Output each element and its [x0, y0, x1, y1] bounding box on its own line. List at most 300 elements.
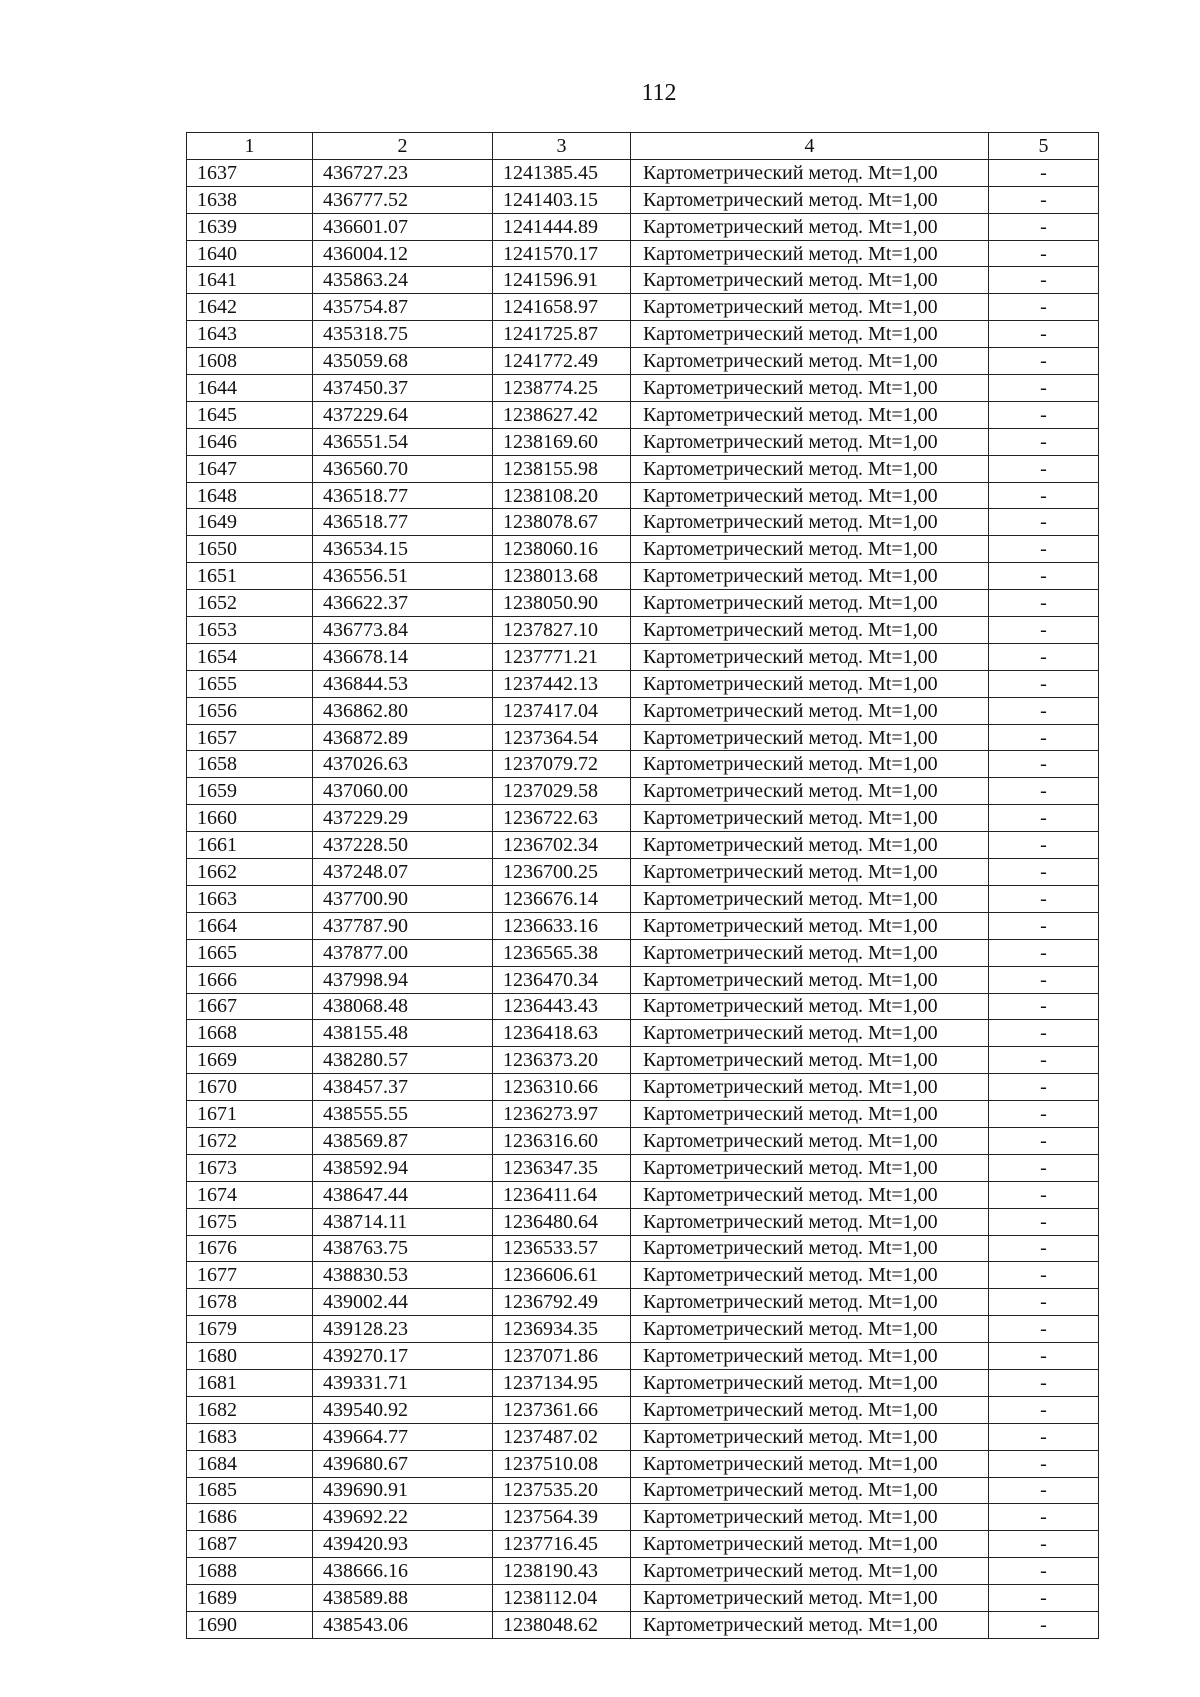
x-coordinate-cell: 437228.50: [313, 832, 493, 859]
point-number-cell: 1672: [187, 1127, 313, 1154]
method-cell: Картометрический метод. Mt=1,00: [631, 939, 989, 966]
y-coordinate-cell: 1236418.63: [493, 1020, 631, 1047]
x-coordinate-cell: 438155.48: [313, 1020, 493, 1047]
point-number-cell: 1686: [187, 1504, 313, 1531]
note-cell: -: [989, 1101, 1099, 1128]
y-coordinate-cell: 1241385.45: [493, 159, 631, 186]
table-row: [187, 1585, 1099, 1612]
point-number-cell: 1690: [187, 1611, 313, 1638]
y-coordinate-cell: 1236565.38: [493, 939, 631, 966]
y-coordinate-cell: 1238050.90: [493, 590, 631, 617]
method-cell: Картометрический метод. Mt=1,00: [631, 1235, 989, 1262]
method-cell: Картометрический метод. Mt=1,00: [631, 240, 989, 267]
note-cell: -: [989, 1074, 1099, 1101]
method-cell: Картометрический метод. Mt=1,00: [631, 348, 989, 375]
y-coordinate-cell: 1236533.57: [493, 1235, 631, 1262]
point-number-cell: 1658: [187, 751, 313, 778]
x-coordinate-cell: 439128.23: [313, 1316, 493, 1343]
x-coordinate-cell: 437060.00: [313, 778, 493, 805]
y-coordinate-cell: 1237535.20: [493, 1477, 631, 1504]
method-cell: Картометрический метод. Mt=1,00: [631, 859, 989, 886]
point-number-cell: 1664: [187, 912, 313, 939]
point-number-cell: 1671: [187, 1101, 313, 1128]
x-coordinate-cell: 436601.07: [313, 213, 493, 240]
point-number-cell: 1653: [187, 617, 313, 644]
table-row: [187, 590, 1099, 617]
table-row: [187, 778, 1099, 805]
y-coordinate-cell: 1238169.60: [493, 428, 631, 455]
table-row: [187, 1450, 1099, 1477]
method-cell: Картометрический метод. Mt=1,00: [631, 1074, 989, 1101]
point-number-cell: 1659: [187, 778, 313, 805]
table-row: [187, 1127, 1099, 1154]
note-cell: -: [989, 1611, 1099, 1638]
column-header-5: 5: [989, 133, 1099, 160]
note-cell: -: [989, 401, 1099, 428]
y-coordinate-cell: 1236347.35: [493, 1154, 631, 1181]
note-cell: -: [989, 751, 1099, 778]
y-coordinate-cell: 1236443.43: [493, 993, 631, 1020]
point-number-cell: 1687: [187, 1531, 313, 1558]
method-cell: Картометрический метод. Mt=1,00: [631, 428, 989, 455]
table-row: [187, 805, 1099, 832]
y-coordinate-cell: 1241658.97: [493, 294, 631, 321]
y-coordinate-cell: 1241403.15: [493, 186, 631, 213]
y-coordinate-cell: 1237134.95: [493, 1369, 631, 1396]
y-coordinate-cell: 1238155.98: [493, 455, 631, 482]
y-coordinate-cell: 1241570.17: [493, 240, 631, 267]
note-cell: -: [989, 1316, 1099, 1343]
page-number: 112: [641, 80, 677, 106]
x-coordinate-cell: 436872.89: [313, 724, 493, 751]
y-coordinate-cell: 1236470.34: [493, 966, 631, 993]
table-row: [187, 1181, 1099, 1208]
x-coordinate-cell: 438592.94: [313, 1154, 493, 1181]
table-row: [187, 966, 1099, 993]
method-cell: Картометрический метод. Mt=1,00: [631, 966, 989, 993]
method-cell: Картометрический метод. Mt=1,00: [631, 670, 989, 697]
method-cell: Картометрический метод. Mt=1,00: [631, 1127, 989, 1154]
note-cell: -: [989, 912, 1099, 939]
table-row: [187, 1477, 1099, 1504]
table-row: [187, 670, 1099, 697]
method-cell: Картометрический метод. Mt=1,00: [631, 805, 989, 832]
note-cell: -: [989, 832, 1099, 859]
note-cell: -: [989, 1020, 1099, 1047]
method-cell: Картометрический метод. Mt=1,00: [631, 186, 989, 213]
column-header-2: 2: [313, 133, 493, 160]
point-number-cell: 1647: [187, 455, 313, 482]
note-cell: -: [989, 1343, 1099, 1370]
point-number-cell: 1642: [187, 294, 313, 321]
y-coordinate-cell: 1237487.02: [493, 1423, 631, 1450]
x-coordinate-cell: 437450.37: [313, 375, 493, 402]
x-coordinate-cell: 436773.84: [313, 617, 493, 644]
note-cell: -: [989, 1208, 1099, 1235]
point-number-cell: 1646: [187, 428, 313, 455]
point-number-cell: 1689: [187, 1585, 313, 1612]
note-cell: -: [989, 1369, 1099, 1396]
table-row: [187, 1020, 1099, 1047]
table-row: [187, 1558, 1099, 1585]
table-row: [187, 724, 1099, 751]
note-cell: -: [989, 966, 1099, 993]
table-row: [187, 536, 1099, 563]
table-header: [187, 133, 1099, 160]
coordinates-table: [186, 132, 1099, 1639]
x-coordinate-cell: 438280.57: [313, 1047, 493, 1074]
method-cell: Картометрический метод. Mt=1,00: [631, 1262, 989, 1289]
method-cell: Картометрический метод. Mt=1,00: [631, 375, 989, 402]
table-row: [187, 832, 1099, 859]
x-coordinate-cell: 437026.63: [313, 751, 493, 778]
y-coordinate-cell: 1236934.35: [493, 1316, 631, 1343]
method-cell: Картометрический метод. Mt=1,00: [631, 1585, 989, 1612]
x-coordinate-cell: 436518.77: [313, 482, 493, 509]
method-cell: Картометрический метод. Mt=1,00: [631, 1343, 989, 1370]
method-cell: Картометрический метод. Mt=1,00: [631, 536, 989, 563]
note-cell: -: [989, 1477, 1099, 1504]
point-number-cell: 1677: [187, 1262, 313, 1289]
method-cell: Картометрический метод. Mt=1,00: [631, 1504, 989, 1531]
table-row: [187, 348, 1099, 375]
note-cell: -: [989, 1127, 1099, 1154]
method-cell: Картометрический метод. Mt=1,00: [631, 267, 989, 294]
table-row: [187, 455, 1099, 482]
method-cell: Картометрический метод. Mt=1,00: [631, 1450, 989, 1477]
method-cell: Картометрический метод. Mt=1,00: [631, 294, 989, 321]
y-coordinate-cell: 1238060.16: [493, 536, 631, 563]
method-cell: Картометрический метод. Mt=1,00: [631, 751, 989, 778]
table-row: [187, 1611, 1099, 1638]
method-cell: Картометрический метод. Mt=1,00: [631, 1101, 989, 1128]
method-cell: Картометрический метод. Mt=1,00: [631, 697, 989, 724]
y-coordinate-cell: 1237417.04: [493, 697, 631, 724]
note-cell: -: [989, 213, 1099, 240]
note-cell: -: [989, 590, 1099, 617]
table-row: [187, 1235, 1099, 1262]
table-row: [187, 563, 1099, 590]
point-number-cell: 1678: [187, 1289, 313, 1316]
table-row: [187, 321, 1099, 348]
note-cell: -: [989, 643, 1099, 670]
method-cell: Картометрический метод. Mt=1,00: [631, 643, 989, 670]
table-row: [187, 1343, 1099, 1370]
method-cell: Картометрический метод. Mt=1,00: [631, 509, 989, 536]
x-coordinate-cell: 438714.11: [313, 1208, 493, 1235]
point-number-cell: 1675: [187, 1208, 313, 1235]
table-row: [187, 159, 1099, 186]
x-coordinate-cell: 439331.71: [313, 1369, 493, 1396]
y-coordinate-cell: 1238108.20: [493, 482, 631, 509]
note-cell: -: [989, 428, 1099, 455]
method-cell: Картометрический метод. Mt=1,00: [631, 1369, 989, 1396]
x-coordinate-cell: 438569.87: [313, 1127, 493, 1154]
note-cell: -: [989, 993, 1099, 1020]
x-coordinate-cell: 436551.54: [313, 428, 493, 455]
x-coordinate-cell: 437700.90: [313, 885, 493, 912]
method-cell: Картометрический метод. Mt=1,00: [631, 590, 989, 617]
x-coordinate-cell: 435059.68: [313, 348, 493, 375]
x-coordinate-cell: 436727.23: [313, 159, 493, 186]
point-number-cell: 1679: [187, 1316, 313, 1343]
table-row: [187, 267, 1099, 294]
point-number-cell: 1660: [187, 805, 313, 832]
point-number-cell: 1657: [187, 724, 313, 751]
y-coordinate-cell: 1238190.43: [493, 1558, 631, 1585]
method-cell: Картометрический метод. Mt=1,00: [631, 1316, 989, 1343]
table-row: [187, 859, 1099, 886]
table-row: [187, 643, 1099, 670]
x-coordinate-cell: 435318.75: [313, 321, 493, 348]
table-row: [187, 1289, 1099, 1316]
method-cell: Картометрический метод. Mt=1,00: [631, 1558, 989, 1585]
column-header-4: 4: [631, 133, 989, 160]
table-row: [187, 1504, 1099, 1531]
x-coordinate-cell: 439540.92: [313, 1396, 493, 1423]
table-row: [187, 993, 1099, 1020]
y-coordinate-cell: 1237564.39: [493, 1504, 631, 1531]
y-coordinate-cell: 1236633.16: [493, 912, 631, 939]
x-coordinate-cell: 438555.55: [313, 1101, 493, 1128]
y-coordinate-cell: 1236373.20: [493, 1047, 631, 1074]
point-number-cell: 1654: [187, 643, 313, 670]
table-row: [187, 751, 1099, 778]
x-coordinate-cell: 437998.94: [313, 966, 493, 993]
note-cell: -: [989, 375, 1099, 402]
y-coordinate-cell: 1236700.25: [493, 859, 631, 886]
y-coordinate-cell: 1241596.91: [493, 267, 631, 294]
x-coordinate-cell: 437787.90: [313, 912, 493, 939]
x-coordinate-cell: 436560.70: [313, 455, 493, 482]
table-row: [187, 1531, 1099, 1558]
y-coordinate-cell: 1236702.34: [493, 832, 631, 859]
y-coordinate-cell: 1236722.63: [493, 805, 631, 832]
point-number-cell: 1652: [187, 590, 313, 617]
method-cell: Картометрический метод. Mt=1,00: [631, 832, 989, 859]
x-coordinate-cell: 436004.12: [313, 240, 493, 267]
note-cell: -: [989, 563, 1099, 590]
point-number-cell: 1641: [187, 267, 313, 294]
point-number-cell: 1670: [187, 1074, 313, 1101]
point-number-cell: 1667: [187, 993, 313, 1020]
note-cell: -: [989, 778, 1099, 805]
point-number-cell: 1685: [187, 1477, 313, 1504]
table-row: [187, 186, 1099, 213]
note-cell: -: [989, 294, 1099, 321]
table-row: [187, 1047, 1099, 1074]
note-cell: -: [989, 1289, 1099, 1316]
method-cell: Картометрический метод. Mt=1,00: [631, 1396, 989, 1423]
note-cell: -: [989, 1558, 1099, 1585]
x-coordinate-cell: 436678.14: [313, 643, 493, 670]
x-coordinate-cell: 435754.87: [313, 294, 493, 321]
x-coordinate-cell: 438457.37: [313, 1074, 493, 1101]
point-number-cell: 1638: [187, 186, 313, 213]
method-cell: Картометрический метод. Mt=1,00: [631, 1531, 989, 1558]
table-row: [187, 1208, 1099, 1235]
y-coordinate-cell: 1238774.25: [493, 375, 631, 402]
x-coordinate-cell: 439420.93: [313, 1531, 493, 1558]
method-cell: Картометрический метод. Mt=1,00: [631, 778, 989, 805]
x-coordinate-cell: 436534.15: [313, 536, 493, 563]
point-number-cell: 1676: [187, 1235, 313, 1262]
y-coordinate-cell: 1237029.58: [493, 778, 631, 805]
y-coordinate-cell: 1241772.49: [493, 348, 631, 375]
x-coordinate-cell: 438589.88: [313, 1585, 493, 1612]
note-cell: -: [989, 1047, 1099, 1074]
point-number-cell: 1688: [187, 1558, 313, 1585]
note-cell: -: [989, 1262, 1099, 1289]
method-cell: Картометрический метод. Mt=1,00: [631, 1611, 989, 1638]
y-coordinate-cell: 1237716.45: [493, 1531, 631, 1558]
x-coordinate-cell: 435863.24: [313, 267, 493, 294]
table-row: [187, 697, 1099, 724]
point-number-cell: 1663: [187, 885, 313, 912]
method-cell: Картометрический метод. Mt=1,00: [631, 563, 989, 590]
y-coordinate-cell: 1237442.13: [493, 670, 631, 697]
x-coordinate-cell: 439270.17: [313, 1343, 493, 1370]
note-cell: -: [989, 321, 1099, 348]
point-number-cell: 1608: [187, 348, 313, 375]
y-coordinate-cell: 1237771.21: [493, 643, 631, 670]
y-coordinate-cell: 1237079.72: [493, 751, 631, 778]
y-coordinate-cell: 1238013.68: [493, 563, 631, 590]
table-row: [187, 1423, 1099, 1450]
method-cell: Картометрический метод. Mt=1,00: [631, 455, 989, 482]
point-number-cell: 1683: [187, 1423, 313, 1450]
y-coordinate-cell: 1238627.42: [493, 401, 631, 428]
table-body: [187, 159, 1099, 1638]
point-number-cell: 1645: [187, 401, 313, 428]
y-coordinate-cell: 1237510.08: [493, 1450, 631, 1477]
y-coordinate-cell: 1237071.86: [493, 1343, 631, 1370]
x-coordinate-cell: 439664.77: [313, 1423, 493, 1450]
method-cell: Картометрический метод. Mt=1,00: [631, 1181, 989, 1208]
point-number-cell: 1669: [187, 1047, 313, 1074]
x-coordinate-cell: 438830.53: [313, 1262, 493, 1289]
note-cell: -: [989, 1450, 1099, 1477]
note-cell: -: [989, 724, 1099, 751]
x-coordinate-cell: 438647.44: [313, 1181, 493, 1208]
point-number-cell: 1681: [187, 1369, 313, 1396]
table-row: [187, 1396, 1099, 1423]
point-number-cell: 1651: [187, 563, 313, 590]
note-cell: -: [989, 509, 1099, 536]
note-cell: -: [989, 697, 1099, 724]
point-number-cell: 1684: [187, 1450, 313, 1477]
note-cell: -: [989, 1585, 1099, 1612]
table-row: [187, 428, 1099, 455]
y-coordinate-cell: 1238078.67: [493, 509, 631, 536]
y-coordinate-cell: 1236792.49: [493, 1289, 631, 1316]
table-row: [187, 1316, 1099, 1343]
point-number-cell: 1650: [187, 536, 313, 563]
method-cell: Картометрический метод. Mt=1,00: [631, 1047, 989, 1074]
column-header-3: 3: [493, 133, 631, 160]
point-number-cell: 1639: [187, 213, 313, 240]
x-coordinate-cell: 438543.06: [313, 1611, 493, 1638]
method-cell: Картометрический метод. Mt=1,00: [631, 1208, 989, 1235]
note-cell: -: [989, 885, 1099, 912]
table-row: [187, 375, 1099, 402]
method-cell: Картометрический метод. Mt=1,00: [631, 1289, 989, 1316]
table-row: [187, 1369, 1099, 1396]
table-row: [187, 885, 1099, 912]
point-number-cell: 1665: [187, 939, 313, 966]
note-cell: -: [989, 482, 1099, 509]
method-cell: Картометрический метод. Mt=1,00: [631, 482, 989, 509]
table-row: [187, 482, 1099, 509]
column-header-1: 1: [187, 133, 313, 160]
point-number-cell: 1673: [187, 1154, 313, 1181]
note-cell: -: [989, 1504, 1099, 1531]
method-cell: Картометрический метод. Mt=1,00: [631, 993, 989, 1020]
x-coordinate-cell: 437248.07: [313, 859, 493, 886]
y-coordinate-cell: 1241444.89: [493, 213, 631, 240]
point-number-cell: 1648: [187, 482, 313, 509]
point-number-cell: 1662: [187, 859, 313, 886]
note-cell: -: [989, 617, 1099, 644]
method-cell: Картометрический метод. Mt=1,00: [631, 213, 989, 240]
note-cell: -: [989, 859, 1099, 886]
x-coordinate-cell: 438068.48: [313, 993, 493, 1020]
table-row: [187, 1101, 1099, 1128]
table-row: [187, 1154, 1099, 1181]
note-cell: -: [989, 1531, 1099, 1558]
x-coordinate-cell: 436844.53: [313, 670, 493, 697]
x-coordinate-cell: 436862.80: [313, 697, 493, 724]
x-coordinate-cell: 436777.52: [313, 186, 493, 213]
x-coordinate-cell: 437229.64: [313, 401, 493, 428]
y-coordinate-cell: 1236316.60: [493, 1127, 631, 1154]
header-row: [187, 133, 1099, 160]
method-cell: Картометрический метод. Mt=1,00: [631, 1154, 989, 1181]
note-cell: -: [989, 939, 1099, 966]
table-row: [187, 1262, 1099, 1289]
x-coordinate-cell: 439002.44: [313, 1289, 493, 1316]
y-coordinate-cell: 1236676.14: [493, 885, 631, 912]
table-row: [187, 401, 1099, 428]
x-coordinate-cell: 438763.75: [313, 1235, 493, 1262]
y-coordinate-cell: 1238048.62: [493, 1611, 631, 1638]
note-cell: -: [989, 1396, 1099, 1423]
note-cell: -: [989, 1181, 1099, 1208]
method-cell: Картометрический метод. Mt=1,00: [631, 885, 989, 912]
y-coordinate-cell: 1236273.97: [493, 1101, 631, 1128]
x-coordinate-cell: 436556.51: [313, 563, 493, 590]
method-cell: Картометрический метод. Mt=1,00: [631, 1020, 989, 1047]
point-number-cell: 1649: [187, 509, 313, 536]
note-cell: -: [989, 348, 1099, 375]
table-row: [187, 617, 1099, 644]
note-cell: -: [989, 1235, 1099, 1262]
table-row: [187, 509, 1099, 536]
point-number-cell: 1643: [187, 321, 313, 348]
note-cell: -: [989, 159, 1099, 186]
note-cell: -: [989, 805, 1099, 832]
method-cell: Картометрический метод. Mt=1,00: [631, 912, 989, 939]
y-coordinate-cell: 1237364.54: [493, 724, 631, 751]
point-number-cell: 1637: [187, 159, 313, 186]
point-number-cell: 1640: [187, 240, 313, 267]
table-row: [187, 213, 1099, 240]
note-cell: -: [989, 1423, 1099, 1450]
point-number-cell: 1668: [187, 1020, 313, 1047]
y-coordinate-cell: 1236310.66: [493, 1074, 631, 1101]
table-row: [187, 294, 1099, 321]
point-number-cell: 1682: [187, 1396, 313, 1423]
